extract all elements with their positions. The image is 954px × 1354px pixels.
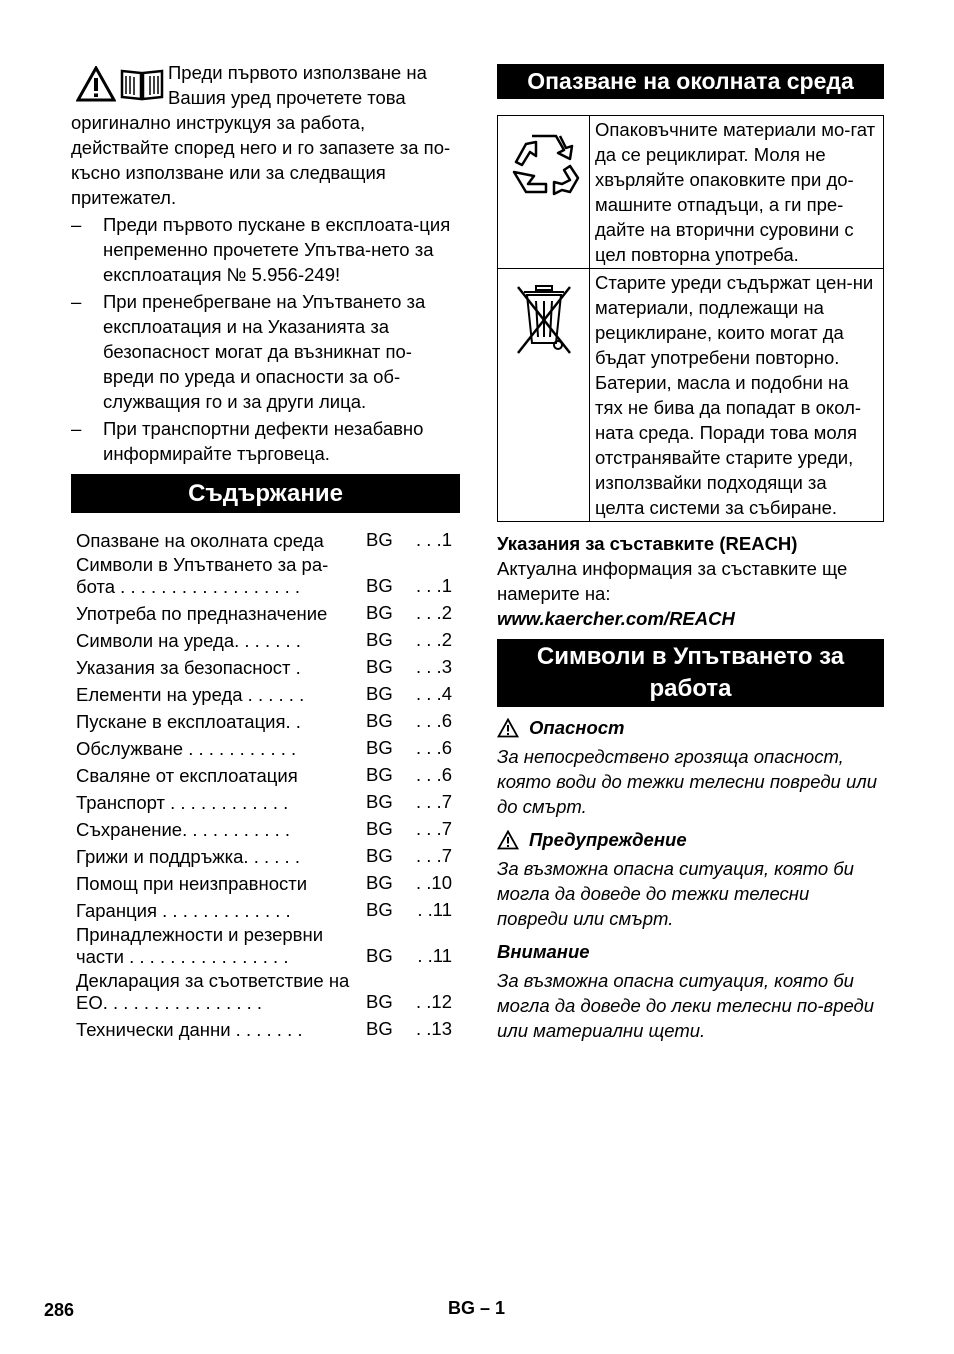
toc-entry-title: Гаранция . . . . . . . . . . . . .: [76, 900, 291, 921]
toc-heading: Съдържание: [71, 474, 460, 513]
toc-entry-page: . . .2: [416, 629, 452, 650]
symbol-description: За възможна опасна ситуация, която би могла да доведе до тежки телесни повреди или смърт.: [497, 858, 854, 929]
toc-entry-page: . . .7: [416, 791, 452, 812]
toc-row[interactable]: [71, 842, 460, 869]
symbol-heading-warning: [497, 827, 884, 852]
intro-icons: [76, 66, 164, 102]
list-item: – Преди първото пускане в експлоата-ция непременно прочетете Упътва-нето за експлоатация № 5.956-249!: [71, 212, 460, 287]
toc-entry-title: Символи на уреда. . . . . . .: [76, 630, 301, 651]
toc-entry-title: Опазване на околната среда: [76, 530, 324, 551]
toc-entry-page: . . .4: [416, 683, 452, 704]
toc-entry-title: Сваляне от експлоатация: [76, 765, 298, 786]
toc-row[interactable]: [71, 1015, 460, 1042]
toc-entry-title: Елементи на уреда . . . . . .: [76, 684, 305, 705]
section-page-number: BG – 1: [448, 1298, 506, 1318]
toc-row[interactable]: [71, 969, 460, 1015]
toc-entry-lang: BG: [366, 899, 393, 920]
recycling-icon: [506, 130, 582, 200]
symbols-heading: Символи в Упътването за работа: [497, 639, 884, 707]
toc-row[interactable]: [71, 869, 460, 896]
toc-entry-title: Употреба по предназначение: [76, 603, 328, 624]
toc-entry-lang: BG: [366, 872, 393, 893]
toc-entry-lang: BG: [366, 945, 393, 966]
toc-row[interactable]: [71, 923, 460, 969]
reach-text: Актуална информация за съставките ще намерите на:: [497, 558, 848, 604]
toc-entry-page: . .12: [416, 991, 452, 1012]
toc-row[interactable]: [71, 553, 460, 599]
environment-icon-cell: [498, 269, 590, 522]
toc-entry-title: Грижи и поддръжка. . . . . .: [76, 846, 300, 867]
toc-entry-lang: BG: [366, 629, 393, 650]
toc-entry-title: Транспорт . . . . . . . . . . . .: [76, 792, 289, 813]
table-row: [498, 116, 884, 269]
toc-entry-title: Технически данни . . . . . . .: [76, 1019, 303, 1040]
toc-entry-page: . . .6: [416, 710, 452, 731]
toc-entry-lang: BG: [366, 710, 393, 731]
symbol-heading-text: Предупреждение: [529, 829, 687, 850]
toc-entry-page: . .13: [416, 1018, 452, 1039]
toc-entry-page: . . .2: [416, 602, 452, 623]
toc-row[interactable]: [71, 680, 460, 707]
table-row: [498, 269, 884, 522]
toc-entry-title: Помощ при неизправности: [76, 873, 308, 894]
toc-entry-title: Принадлежности и резервни части . . . . . . . . . . . . . . . .: [76, 924, 324, 967]
symbol-heading-caution: [497, 939, 884, 964]
toc-entry-lang: BG: [366, 683, 393, 704]
toc-row[interactable]: [71, 815, 460, 842]
toc-row[interactable]: [71, 734, 460, 761]
toc-entry-lang: BG: [366, 764, 393, 785]
toc-entry-lang: BG: [366, 818, 393, 839]
toc-row[interactable]: [71, 626, 460, 653]
environment-text-cell: Старите уреди съдържат цен-ни материали, подлежащи на рециклиране, които могат да бъдат употребени повторно. Батерии, масла и подобни на тях не бива да попадат в окол-ната среда. Поради това моля отстранявайте старите уреди, използвайки подходящи за целта системи за събиране.: [590, 269, 884, 522]
toc-entry-title: Обслужване . . . . . . . . . . .: [76, 738, 297, 759]
warning-triangle-icon: [76, 66, 116, 102]
toc-entry-page: . . .7: [416, 845, 452, 866]
symbol-heading-danger: [497, 715, 884, 740]
toc-entry-title: Пускане в експлоатация. .: [76, 711, 301, 732]
toc-entry-page: . .11: [417, 899, 452, 920]
toc-entry-page: . . .1: [416, 529, 452, 550]
environment-icon-cell: [498, 116, 590, 269]
intro-block: [71, 60, 460, 466]
symbol-heading-text: Опасност: [529, 717, 625, 738]
toc-entry-page: . .11: [417, 945, 452, 966]
manual-book-icon: [120, 66, 164, 102]
toc-row[interactable]: [71, 526, 460, 553]
toc-entry-page: . . .3: [416, 656, 452, 677]
toc-entry-title: Декларация за съответствие на ЕО. . . . . . . . . . . . . . . .: [76, 970, 350, 1013]
list-item: – При пренебрегване на Упътването за експлоатация и на Указанията за безопасност могат да възникнат по-вреди по уреда и опасности за об-служващия го и за други лица.: [71, 289, 460, 414]
left-column: [71, 60, 460, 1042]
toc-entry-title: Указания за безопасност .: [76, 657, 301, 678]
intro-text-line1: Преди първото използване на: [168, 62, 427, 83]
reach-link[interactable]: www.kaercher.com/REACH: [497, 608, 735, 629]
toc-row[interactable]: [71, 599, 460, 626]
toc-entry-page: . . .1: [416, 575, 452, 596]
crossed-bin-icon: [514, 283, 574, 357]
symbol-heading-text: Внимание: [497, 941, 590, 962]
toc-entry-page: . .10: [416, 872, 452, 893]
reach-heading: Указания за съставките (REACH): [497, 533, 798, 554]
toc-entry-page: . . .7: [416, 818, 452, 839]
toc-entry-lang: BG: [366, 991, 393, 1012]
toc-row[interactable]: [71, 761, 460, 788]
environment-heading: Опазване на околната среда: [497, 64, 884, 99]
toc-row[interactable]: [71, 896, 460, 923]
right-column: [497, 64, 884, 1043]
toc-entry-page: . . .6: [416, 764, 452, 785]
list-item: – При транспортни дефекти незабавно информирайте търговеца.: [71, 416, 460, 466]
toc-entry-lang: BG: [366, 656, 393, 677]
environment-table: [497, 115, 884, 522]
toc-row[interactable]: [71, 788, 460, 815]
toc-entry-lang: BG: [366, 791, 393, 812]
toc-entry-lang: BG: [366, 737, 393, 758]
page-number: 286: [44, 1300, 75, 1320]
intro-text-rest: оригинално инструкцуя за работа, действайте според него и го запазете за по-късно използване или за следващия притежател.: [71, 112, 451, 208]
toc-row[interactable]: [71, 707, 460, 734]
environment-text-cell: Опаковъчните материали мо-гат да се рециклират. Моля не хвърляйте опаковките при до-машните отпадъци, а ги пре-дайте на вторични суровини с цел повторна употреба.: [590, 116, 884, 269]
symbol-description: За непосредствено грозяща опасност, която води до тежки телесни повреди или до смърт.: [497, 746, 877, 817]
toc-row[interactable]: [71, 653, 460, 680]
toc-entry-lang: BG: [366, 1018, 393, 1039]
symbol-description: За възможна опасна ситуация, която би могла да доведе до леки телесни по-вреди или материални щети.: [497, 970, 875, 1041]
toc-entry-lang: BG: [366, 845, 393, 866]
toc-table: [71, 526, 460, 1042]
toc-entry-title: Съхранение. . . . . . . . . . .: [76, 819, 291, 840]
toc-entry-lang: BG: [366, 529, 393, 550]
intro-text-line2: Вашия уред прочетете това: [168, 87, 406, 108]
toc-entry-title: Символи в Упътването за ра-бота . . . . . . . . . . . . . . . . . .: [76, 554, 329, 597]
toc-entry-lang: BG: [366, 575, 393, 596]
warning-triangle-icon: [497, 718, 519, 738]
intro-bullet-list: [71, 212, 460, 466]
toc-entry-lang: BG: [366, 602, 393, 623]
warning-triangle-icon: [497, 830, 519, 850]
symbols-block: [497, 715, 884, 1043]
toc-entry-page: . . .6: [416, 737, 452, 758]
